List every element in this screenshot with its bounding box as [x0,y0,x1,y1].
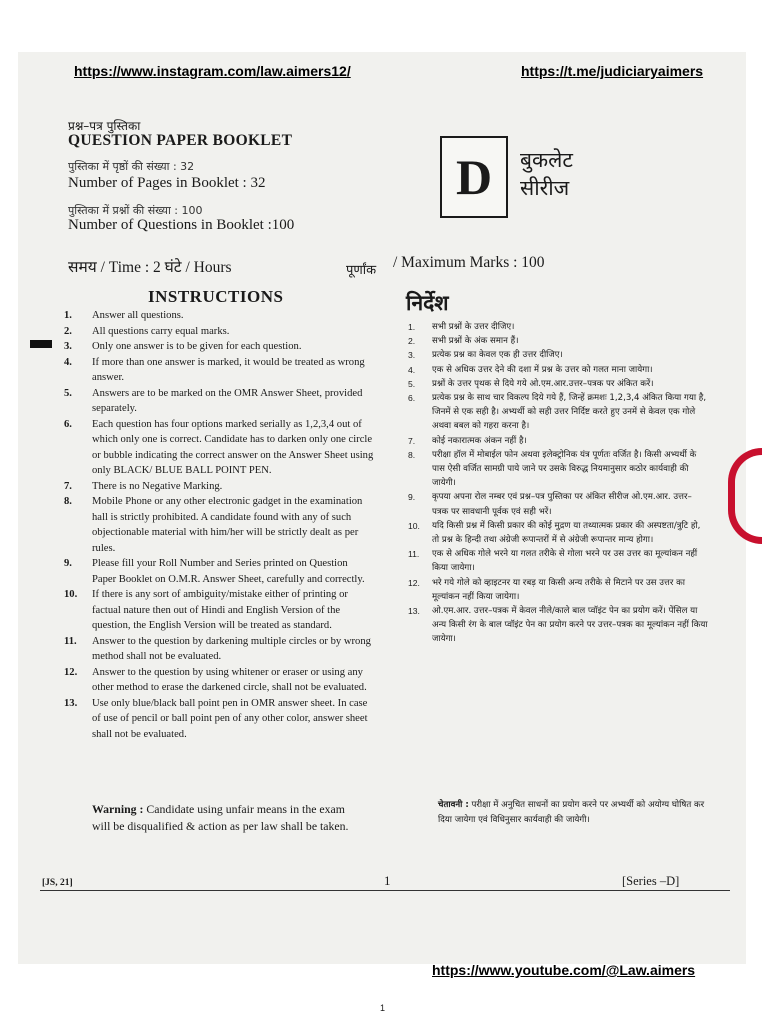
list-item [408,348,708,362]
pdf-page-number: 1 [380,1003,386,1013]
item-text: सभी प्रश्नों के उत्तर दीजिए। [432,322,515,332]
item-number: 7. [408,435,416,446]
item-number: 6. [408,393,416,404]
item-number: 2. [64,325,72,337]
marks-hindi: पूर्णांक [346,263,377,278]
list-item [408,334,708,348]
warning-text: Candidate using unfair means in the exam will be disqualified & action as per law shall be taken. [92,802,349,833]
item-number: 1. [408,322,416,332]
list-item [408,363,708,377]
item-text: If more than one answer is marked, it would be treated as wrong answer. [92,356,365,383]
telegram-link[interactable]: https://t.me/judiciaryaimers [521,63,704,79]
list-item [64,587,374,634]
instagram-link[interactable]: https://www.instagram.com/law.aimers12/ [74,63,351,79]
item-number: 10. [64,589,78,600]
instructions-list [64,308,374,742]
list-item [64,696,374,743]
list-item [64,479,374,495]
list-item [64,324,374,340]
pages-hindi: पुस्तिका में पृष्ठों की संख्या : 32 [68,160,195,173]
paper-code: [JS, 21] [42,878,73,888]
list-item [408,604,708,647]
maximum-marks: / Maximum Marks : 100 [393,254,545,271]
series-label-line2: सीरीज [520,176,570,200]
item-text: There is no Negative Marking. [92,480,223,492]
list-item [64,634,374,665]
booklet-hindi-title: प्रश्न–पत्र पुस्तिका [68,119,141,133]
youtube-link[interactable]: https://www.youtube.com/@Law.aimers [432,962,696,978]
list-item [408,519,708,547]
nirdesh-list [408,320,708,647]
item-text: ओ.एम.आर. उत्तर–पत्रक में केवल नीले/काले बाल प्वॉइंट पेन का प्रयोग करें। पेंसिल या अन्य किसी रंग के बाल प्वॉइंट पेन का प्रयोग करने पर उत्तर–पत्रक का मूल्यांकन नहीं किया जायेगा। [432,606,708,645]
item-text: यदि किसी प्रश्न में किसी प्रकार की कोई मुद्रण या तथ्यात्मक प्रकार की अस्पष्टता/त्रुटि हो, तो प्रश्न के हिन्दी तथा अंग्रेजी रूपान्तरों में से अंग्रेजी रूपान्तर मान्य होगा। [432,520,701,546]
registration-mark [30,340,52,348]
series-label-line1: बुकलेट [520,148,573,172]
item-text: प्रत्येक प्रश्न का केवल एक ही उत्तर दीजिए। [432,350,563,361]
warning-note [92,801,362,835]
item-text: Answers are to be marked on the OMR Answer Sheet, provided separately. [92,387,363,414]
item-text: Please fill your Roll Number and Series printed on Question Paper Booklet on O.M.R. Answer Sheet, carefully and correctly. [92,558,365,585]
item-text: परीक्षा हॉल में मोबाईल फोन अथवा इलेक्ट्रोनिक यंत्र पूर्णतः वर्जित है। किसी अभ्यर्थी के पास ऐसी वर्जित सामग्री पाये जाने पर उसके विरुद्ध नियमानुसार कठोर कार्यवाही की जायेगी। [432,449,697,489]
item-number: 12. [64,666,78,678]
booklet-title: QUESTION PAPER BOOKLET [68,132,293,149]
item-number: 9. [64,558,72,569]
item-text: भरे गये गोले को व्हाइटनर या रबड़ या किसी अन्य तरीके से मिटाने पर उस उत्तर का मूल्यांकन नहीं किया जायेगा। [432,577,685,602]
list-item [64,386,374,417]
item-text: प्रत्येक प्रश्न के साथ चार विकल्प दिये गये हैं, जिन्हें क्रमशः 1,2,3,4 अंकित किया गया है, जिनमें से एक सही है। अभ्यर्थी को सही उत्तर निर्दिष्ट करते हुए उनमें से केवल एक गोले अथवा बबल को गहरा करना है। [432,393,707,432]
item-number: 4. [408,364,416,375]
list-item [408,320,708,334]
warning-label: Warning : [92,802,144,816]
item-number: 8. [64,496,72,507]
item-text: All questions carry equal marks. [92,325,230,337]
list-item [408,377,708,391]
list-item [64,665,374,696]
list-item [64,417,374,479]
item-number: 3. [64,341,72,352]
list-item [64,556,374,587]
item-text: Answer all questions. [92,310,184,321]
item-number: 2. [408,336,416,347]
item-number: 11. [64,635,77,647]
item-text: Mobile Phone or any other electronic gadget in the examination hall is strictly prohibited. A candidate found with any of such objectionable material with him/her will be strictly dealt as per rules. [92,496,363,554]
item-text: एक से अधिक उत्तर देने की दशा में प्रश्न के उत्तर को गलत माना जायेगा। [432,364,653,375]
item-text: एक से अधिक गोले भरने या गलत तरीके से गोला भरने पर उस उत्तर का मूल्यांकन नहीं किया जायेगा। [432,549,698,574]
nirdesh-title: निर्देश [406,291,449,315]
list-item [408,547,708,575]
list-item [64,339,374,355]
chetavani-text: परीक्षा में अनुचित साधनों का प्रयोग करने पर अभ्यर्थी को अयोग्य घोषित कर दिया जायेगा एवं विधिनुसार कार्यवाही की जायेगी। [438,800,705,825]
item-number: 7. [64,480,72,492]
chetavani-note [438,798,708,828]
list-item [64,494,374,556]
item-number: 8. [408,449,416,460]
list-item [408,434,708,448]
item-number: 13. [64,697,78,709]
item-text: Use only blue/black ball point pen in OMR answer sheet. In case of use of pencil or ball point pen of any other color, answer sheet shall not be evaluated. [92,697,368,740]
item-text: If there is any sort of ambiguity/mistake either of printing or factual nature then out of Hindi and English Version of the question, the English Version will be treated as standard. [92,589,348,631]
series-letter: D [455,149,493,205]
footer-divider [40,890,730,891]
booklet-page-number: 1 [384,873,391,888]
item-text: सभी प्रश्नों के अंक समान हैं। [432,336,519,347]
questions-hindi: पुस्तिका में प्रश्नों की संख्या : 100 [68,204,203,217]
item-text: प्रश्नों के उत्तर पृथक से दिये गये ओ.एम.आर.उत्तर–पत्रक पर अंकित करें। [432,378,654,389]
series-letter-box [440,136,508,218]
list-item [408,576,708,604]
list-item [408,391,708,434]
list-item [64,355,374,386]
item-number: 11. [408,549,420,560]
list-item [408,448,708,491]
item-text: कोई नकारात्मक अंकन नहीं है। [432,435,527,446]
time-allowed: समय / Time : 2 घंटे / Hours [68,259,232,276]
list-item [408,490,708,518]
item-number: 13. [408,606,420,617]
chetavani-label: चेतावनी : [438,800,469,810]
pages-count: Number of Pages in Booklet : 32 [68,175,266,191]
item-text: Answer to the question by using whitener or eraser or using any other method to erase the darkened circle, shall not be evaluated. [92,666,367,693]
list-item [64,308,374,324]
item-number: 3. [408,350,416,361]
item-text: Answer to the question by darkening multiple circles or by wrong method shall not be evaluated. [92,635,371,662]
item-number: 5. [408,378,416,389]
item-number: 1. [64,310,72,321]
item-number: 5. [64,387,72,399]
item-number: 6. [64,418,72,430]
questions-count: Number of Questions in Booklet :100 [68,217,295,233]
item-text: Each question has four options marked serially as 1,2,3,4 out of which only one is correct. Candidate has to darken only one circle or bubble indicating the correct answer on the Answer Sheet using only BLACK/ BLUE BALL POINT PEN. [92,418,374,476]
item-text: Only one answer is to be given for each question. [92,341,302,352]
item-text: कृपया अपना रोल नम्बर एवं प्रश्न–पत्र पुस्तिका पर अंकित सीरीज ओ.एम.आर. उत्तर–पत्रक पर सावधानी पूर्वक एवं सही भरें। [432,492,692,517]
series-footer: [Series –D] [622,874,680,888]
item-number: 4. [64,356,72,368]
item-number: 12. [408,577,420,588]
instructions-title: INSTRUCTIONS [148,287,284,306]
item-number: 10. [408,520,420,531]
item-number: 9. [408,492,416,503]
